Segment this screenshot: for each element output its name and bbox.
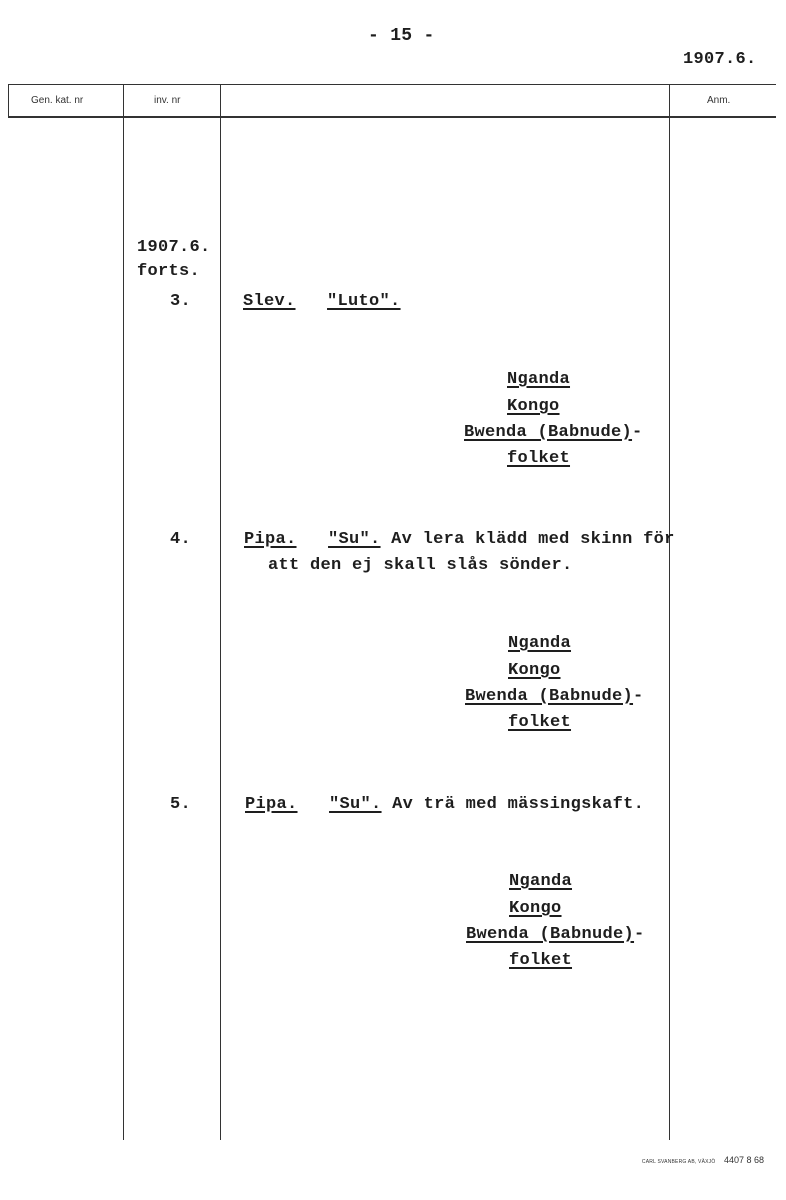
column-divider-left-edge: [8, 84, 9, 117]
origin-people-line: [464, 423, 643, 442]
origin-people-suffix: -: [632, 423, 643, 442]
entry-term: Pipa.: [244, 530, 297, 549]
entry-description-line2: att den ej skall slås sönder.: [268, 556, 573, 575]
origin-people-line: [466, 925, 645, 944]
entry-number: 3.: [170, 292, 192, 311]
column-header-anm: Anm.: [707, 95, 731, 106]
entry-description-line1: Av lera klädd med skinn för: [391, 530, 675, 549]
origin-people-suffix: -: [634, 925, 645, 944]
entry-heading: [243, 292, 401, 311]
entry-number: 4.: [170, 530, 192, 549]
column-divider-gen-kat: [123, 84, 124, 1140]
column-divider-inv: [220, 84, 221, 1140]
inventory-series-label: 1907.6.: [683, 50, 757, 69]
page-number: - 15 -: [368, 26, 435, 46]
entry-heading: [244, 530, 675, 549]
origin-place: Nganda: [508, 634, 572, 653]
entry-term: Slev.: [243, 292, 296, 311]
origin-people: Bwenda (Babnude): [466, 925, 635, 944]
printer-company: CARL SVANBERG AB, VÄXJÖ: [641, 1159, 716, 1165]
column-header-gen-kat-nr: Gen. kat. nr: [31, 95, 84, 106]
origin-people: Bwenda (Babnude): [465, 687, 634, 706]
origin-region: Kongo: [508, 661, 561, 680]
origin-region: Kongo: [509, 899, 562, 918]
origin-people-line: [465, 687, 644, 706]
printer-code: 4407 8 68: [723, 1155, 764, 1165]
printer-note: [642, 1155, 764, 1165]
column-divider-anm: [669, 84, 670, 1140]
entry-heading: [245, 795, 644, 814]
origin-folk: folket: [509, 951, 573, 970]
continuation-label: forts.: [137, 262, 201, 281]
entry-number: 5.: [170, 795, 192, 814]
entry-local-name: "Su".: [328, 530, 381, 549]
origin-folk: folket: [508, 713, 572, 732]
origin-folk: folket: [507, 449, 571, 468]
entry-term: Pipa.: [245, 795, 298, 814]
continuation-series: 1907.6.: [137, 238, 211, 257]
origin-people-suffix: -: [633, 687, 644, 706]
origin-place: Nganda: [507, 370, 571, 389]
origin-region: Kongo: [507, 397, 560, 416]
origin-place: Nganda: [509, 872, 573, 891]
entry-description-line1: Av trä med mässingskaft.: [392, 795, 645, 814]
origin-people: Bwenda (Babnude): [464, 423, 633, 442]
column-header-inv-nr: inv. nr: [154, 95, 181, 106]
entry-local-name: "Su".: [329, 795, 382, 814]
entry-local-name: "Luto".: [327, 292, 401, 311]
